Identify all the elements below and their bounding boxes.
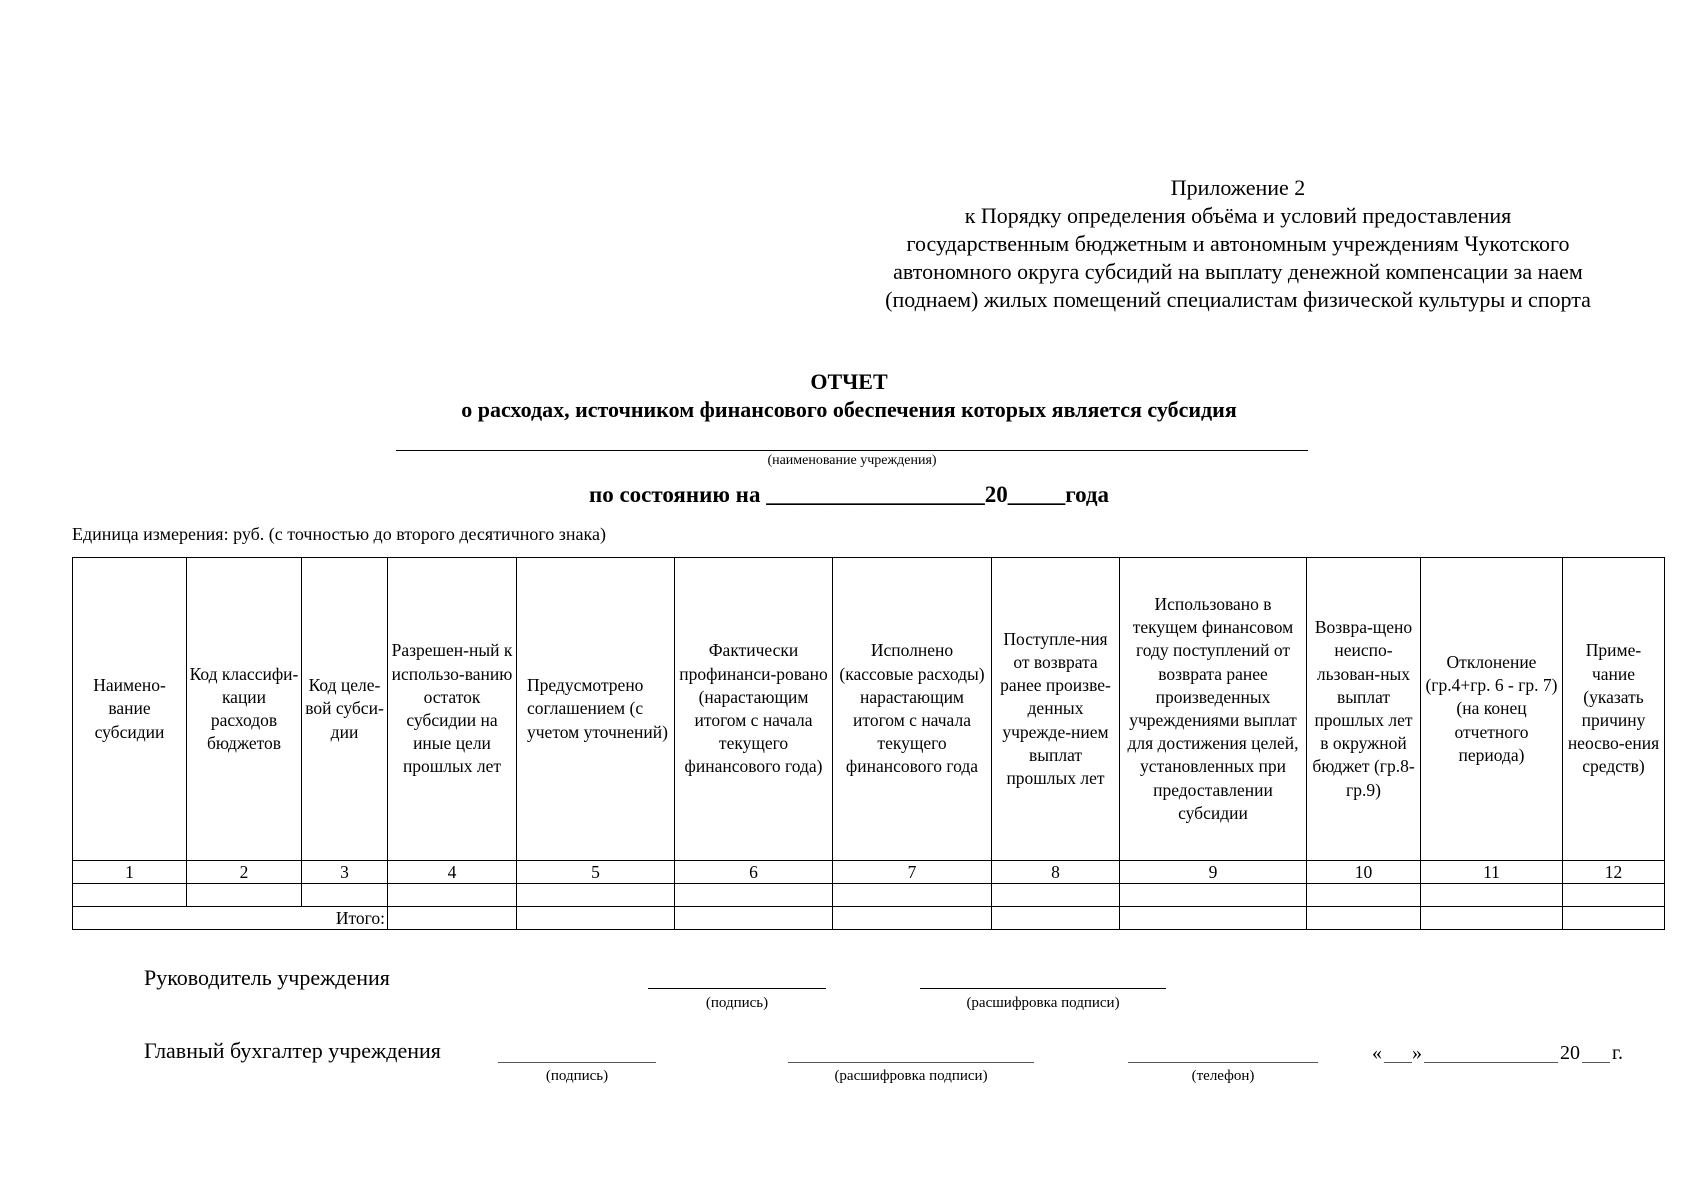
accountant-name-field[interactable] bbox=[788, 1062, 1034, 1063]
column-number: 3 bbox=[302, 861, 388, 884]
table-cell[interactable] bbox=[1120, 884, 1307, 907]
appendix-line: Приложение 2 bbox=[1170, 175, 1306, 200]
column-header: Отклонение (гр.4+гр. 6 - гр. 7) (на конец отчетного периода) bbox=[1421, 558, 1563, 861]
column-number: 2 bbox=[187, 861, 302, 884]
column-number: 7 bbox=[833, 861, 992, 884]
appendix-block bbox=[838, 174, 1638, 314]
total-row bbox=[73, 907, 1665, 930]
total-cell[interactable] bbox=[992, 907, 1120, 930]
appendix-line: государственным бюджетным и автономным учреждениям Чукотского bbox=[906, 231, 1570, 256]
column-number: 6 bbox=[675, 861, 833, 884]
date-month-field[interactable] bbox=[1424, 1062, 1558, 1063]
table-header-row bbox=[73, 558, 1665, 861]
report-table bbox=[72, 557, 1665, 930]
table-cell[interactable] bbox=[388, 884, 517, 907]
column-number: 5 bbox=[517, 861, 675, 884]
total-label: Итого: bbox=[73, 907, 388, 930]
table-cell[interactable] bbox=[675, 884, 833, 907]
date-open-quote: « bbox=[1372, 1042, 1382, 1064]
column-header: Возвра-щено неиспо-льзован-ных выплат прошлых лет в окружной бюджет (гр.8-гр.9) bbox=[1307, 558, 1421, 861]
accountant-signature-caption: (подпись) bbox=[545, 1068, 609, 1084]
accountant-phone-field[interactable] bbox=[1128, 1062, 1318, 1063]
total-cell[interactable] bbox=[517, 907, 675, 930]
column-number: 9 bbox=[1120, 861, 1307, 884]
table-cell[interactable] bbox=[517, 884, 675, 907]
total-cell[interactable] bbox=[675, 907, 833, 930]
table-cell[interactable] bbox=[992, 884, 1120, 907]
report-heading bbox=[0, 368, 1698, 424]
date-day-field[interactable] bbox=[1384, 1062, 1412, 1063]
table-cell[interactable] bbox=[1421, 884, 1563, 907]
column-number: 11 bbox=[1421, 861, 1563, 884]
appendix-line: (поднаем) жилых помещений специалистам физической культуры и спорта bbox=[885, 287, 1591, 312]
table-cell[interactable] bbox=[302, 884, 388, 907]
head-name-field[interactable] bbox=[920, 988, 1166, 989]
accountant-name-caption: (расшифровка подписи) bbox=[834, 1068, 988, 1084]
column-number: 4 bbox=[388, 861, 517, 884]
as-of-suffix: года bbox=[1065, 482, 1110, 507]
column-header: Предусмотрено соглашением (с учетом уточнений) bbox=[517, 558, 675, 861]
column-number: 1 bbox=[73, 861, 187, 884]
column-number-row bbox=[73, 861, 1665, 884]
column-header: Исполнено (кассовые расходы) нарастающим итогом с начала текущего финансового года bbox=[833, 558, 992, 861]
accountant-phone-caption: (телефон) bbox=[1191, 1068, 1255, 1084]
column-header: Разрешен-ный к использо-ванию остаток субсидии на иные цели прошлых лет bbox=[388, 558, 517, 861]
date-year-prefix: 20 bbox=[1560, 1042, 1580, 1064]
report-title: ОТЧЕТ bbox=[810, 369, 888, 394]
unit-of-measure: Единица измерения: руб. (с точностью до второго десятичного знака) bbox=[72, 524, 606, 544]
total-cell[interactable] bbox=[1421, 907, 1563, 930]
column-header: Использовано в текущем финансовом году поступлений от возврата ранее произведенных учреждениями выплат для достижения целей, установленных при предоставлении субсидии bbox=[1120, 558, 1307, 861]
date-suffix: г. bbox=[1612, 1042, 1623, 1064]
column-number: 10 bbox=[1307, 861, 1421, 884]
column-header: Фактически профинанси-ровано (нарастающим итогом с начала текущего финансового года) bbox=[675, 558, 833, 861]
table-cell[interactable] bbox=[833, 884, 992, 907]
table-cell[interactable] bbox=[1563, 884, 1665, 907]
column-number: 8 bbox=[992, 861, 1120, 884]
head-signature-field[interactable] bbox=[648, 988, 826, 989]
accountant-signature-label: Главный бухгалтер учреждения bbox=[144, 1038, 441, 1063]
report-subtitle: о расходах, источником финансового обеспечения которых является субсидия bbox=[461, 397, 1237, 422]
as-of-year: 20 bbox=[984, 482, 1008, 507]
table-cell[interactable] bbox=[73, 884, 187, 907]
total-cell[interactable] bbox=[833, 907, 992, 930]
column-header: Наимено-вание субсидии bbox=[73, 558, 187, 861]
column-header: Приме-чание (указать причину неосво-ения средств) bbox=[1563, 558, 1665, 861]
accountant-signature-field[interactable] bbox=[498, 1062, 656, 1063]
as-of-date-blank[interactable]: ___________________ bbox=[766, 482, 985, 507]
table-cell[interactable] bbox=[1307, 884, 1421, 907]
column-header: Поступле-ния от возврата ранее произве-денных учрежде-нием выплат прошлых лет bbox=[992, 558, 1120, 861]
head-signature-label: Руководитель учреждения bbox=[144, 965, 390, 990]
table-row bbox=[73, 884, 1665, 907]
as-of-year-blank[interactable]: _____ bbox=[1007, 482, 1066, 507]
head-name-caption: (расшифровка подписи) bbox=[966, 995, 1120, 1011]
organization-name-field[interactable] bbox=[396, 450, 1308, 451]
total-cell[interactable] bbox=[1307, 907, 1421, 930]
column-header: Код классифи-кации расходов бюджетов bbox=[187, 558, 302, 861]
column-header: Код целе-вой субси-дии bbox=[302, 558, 388, 861]
head-signature-caption: (подпись) bbox=[705, 995, 769, 1011]
total-cell[interactable] bbox=[1563, 907, 1665, 930]
appendix-line: к Порядку определения объёма и условий предоставления bbox=[964, 203, 1512, 228]
total-cell[interactable] bbox=[1120, 907, 1307, 930]
total-cell[interactable] bbox=[388, 907, 517, 930]
table-cell[interactable] bbox=[187, 884, 302, 907]
as-of-date-line bbox=[0, 480, 1698, 510]
appendix-line: автономного округа субсидий на выплату денежной компенсации за наем bbox=[893, 259, 1583, 284]
as-of-prefix: по состоянию на bbox=[588, 482, 761, 507]
organization-caption: (наименование учреждения) bbox=[767, 453, 937, 468]
column-number: 12 bbox=[1563, 861, 1665, 884]
date-close-quote: » bbox=[1412, 1042, 1422, 1064]
date-year-field[interactable] bbox=[1582, 1062, 1610, 1063]
